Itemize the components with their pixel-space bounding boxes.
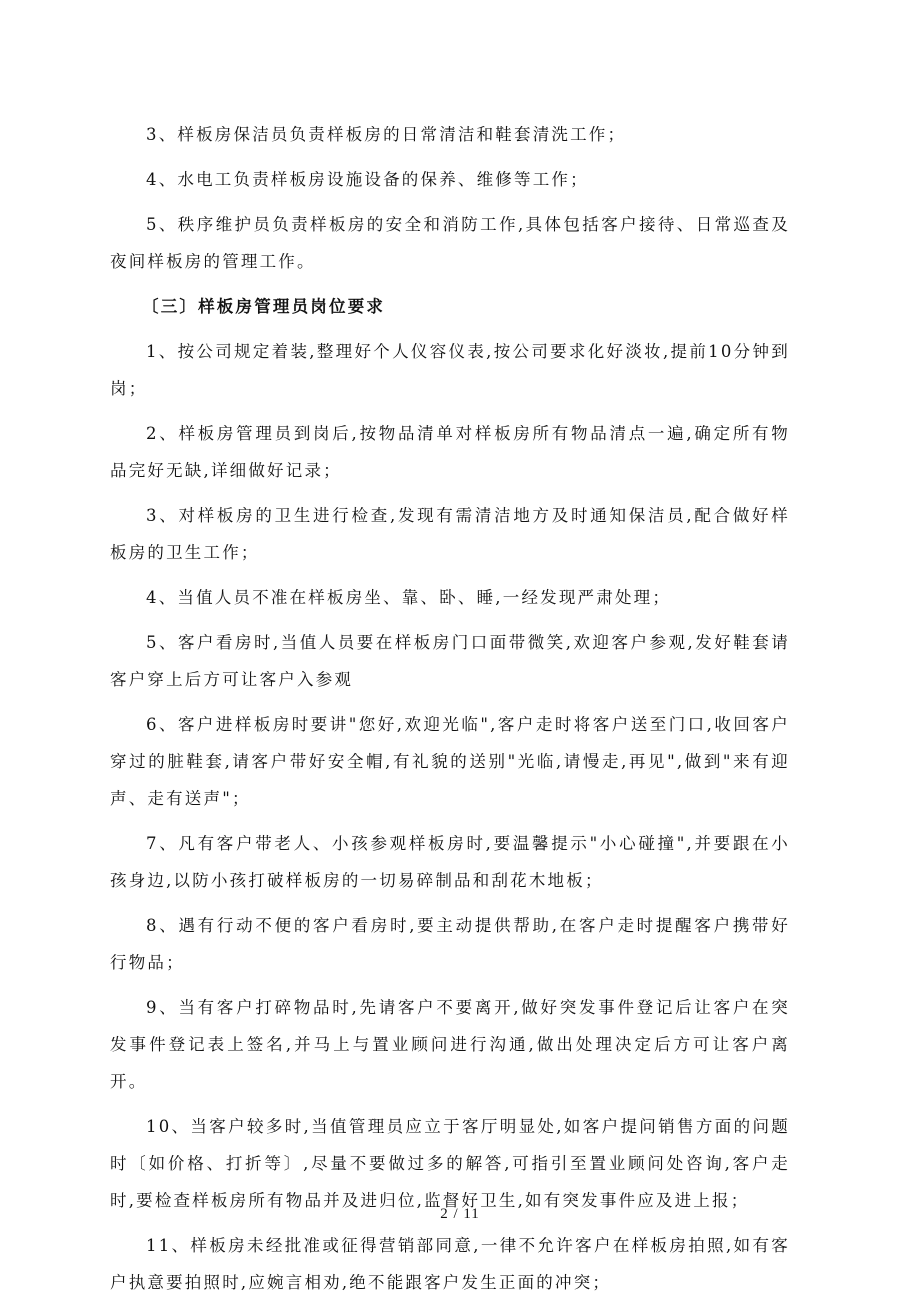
requirement-item-10: 10、当客户较多时,当值管理员应立于客厅明显处,如客户提问销售方面的问题时〔如价格、打折等〕,尽量不要做过多的解答,可指引至置业顾问处咨询,客户走时,要检查样板房所有物品并及进归位,监督好卫生,如有突发事件应及进上报； [110,1117,790,1210]
page-content [110,116,790,1309]
paragraph-item-5-security: 5、秩序维护员负责样板房的安全和消防工作,具体包括客户接待、日常巡查及夜间样板房的管理工作。 [110,215,790,271]
requirement-item-1: 1、按公司规定着装,整理好个人仪容仪表,按公司要求化好淡妆,提前10分钟到岗； [110,342,790,398]
requirement-item-4: 4、当值人员不准在样板房坐、靠、卧、睡,一经发现严肃处理； [146,588,672,607]
requirement-item-9: 9、当有客户打碎物品时,先请客户不要离开,做好突发事件登记后让客户在突发事件登记表上签名,并马上与置业顾问进行沟通,做出处理决定后方可让客户离开。 [110,998,790,1091]
requirement-item-5: 5、客户看房时,当值人员要在样板房门口面带微笑,欢迎客户参观,发好鞋套请客户穿上后方可让客户入参观 [110,633,790,689]
requirement-item-7: 7、凡有客户带老人、小孩参观样板房时,要温馨提示"小心碰撞",并要跟在小孩身边,以防小孩打破样板房的一切易碎制品和刮花木地板； [110,834,790,890]
paragraph-item-3-cleaner: 3、样板房保洁员负责样板房的日常清洁和鞋套清洗工作； [146,125,627,144]
requirement-item-6: 6、客户进样板房时要讲"您好,欢迎光临",客户走时将客户送至门口,收回客户穿过的脏鞋套,请客户带好安全帽,有礼貌的送别"光临,请慢走,再见",做到"来有迎声、走有送声"； [110,715,790,808]
requirement-item-3: 3、对样板房的卫生进行检查,发现有需清洁地方及时通知保洁员,配合做好样板房的卫生工作； [110,506,790,562]
requirement-item-11: 11、样板房未经批准或征得营销部同意,一律不允许客户在样板房拍照,如有客户执意要拍照时,应婉言相劝,绝不能跟客户发生正面的冲突； [110,1236,790,1292]
section-heading: 〔三〕样板房管理员岗位要求 [142,297,386,316]
paragraph-item-4-electrician: 4、水电工负责样板房设施设备的保养、维修等工作； [146,170,589,189]
requirement-item-2: 2、样板房管理员到岗后,按物品清单对样板房所有物品清点一遍,确定所有物品完好无缺,详细做好记录； [110,424,790,480]
page-number: 2 / 11 [440,1206,480,1222]
requirement-item-8: 8、遇有行动不便的客户看房时,要主动提供帮助,在客户走时提醒客户携带好行物品； [110,916,790,972]
